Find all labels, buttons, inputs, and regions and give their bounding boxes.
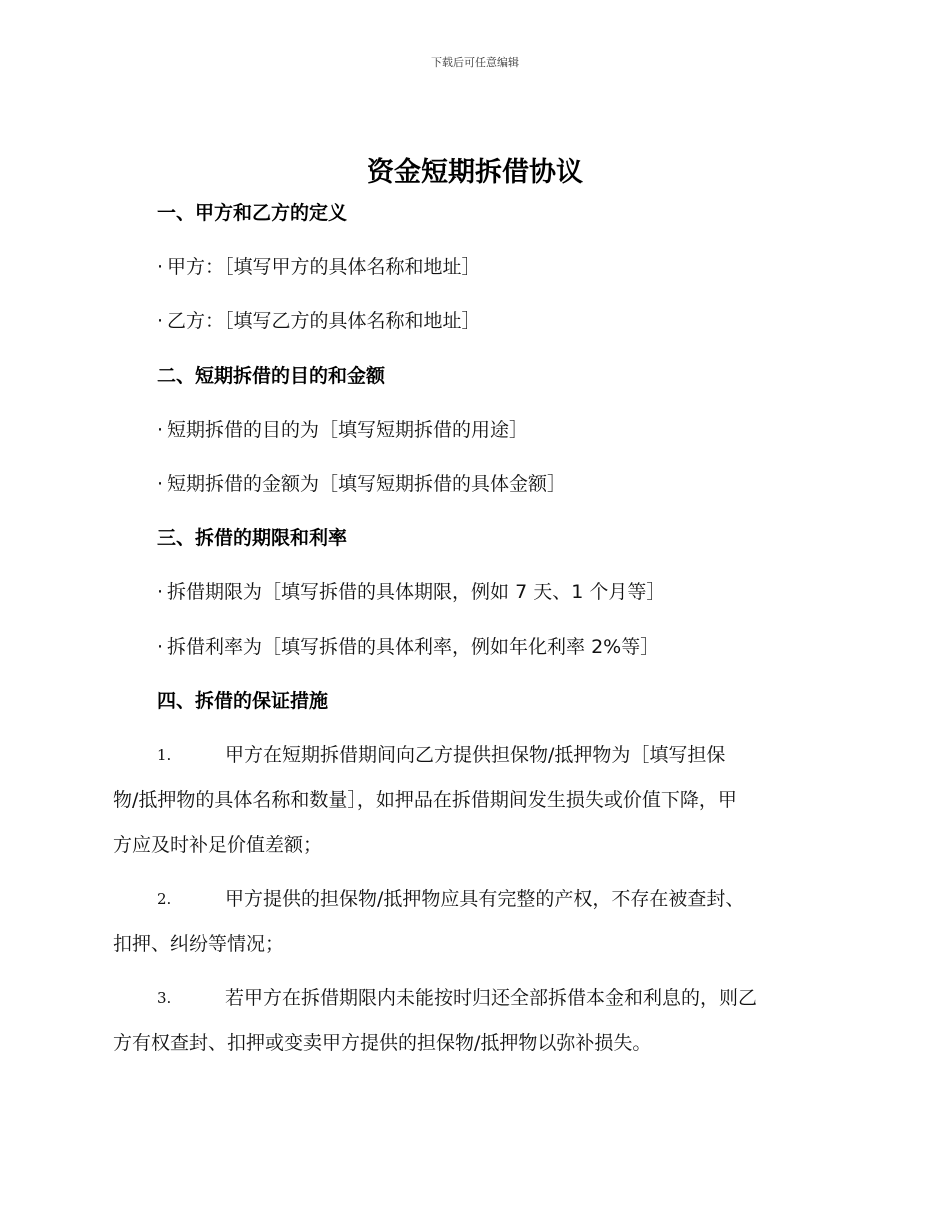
list-item-text: 短期拆借的目的为［填写短期拆借的用途］: [167, 419, 529, 441]
section-heading-2: 二、短期拆借的目的和金额: [157, 365, 386, 387]
paragraph-line: 甲方在短期拆借期间向乙方提供担保物/抵押物为［填写担保: [225, 744, 726, 766]
bullet-icon: ·: [157, 310, 164, 332]
item-number-2: 2.: [157, 890, 172, 908]
paragraph-line: 方有权查封、扣押或变卖甲方提供的担保物/抵押物以弥补损失。: [113, 1032, 652, 1054]
section-heading-1: 一、甲方和乙方的定义: [157, 202, 348, 224]
list-item: [157, 634, 659, 660]
paragraph-line: 扣押、纠纷等情况；: [113, 933, 285, 955]
item-number-3: 3.: [157, 989, 172, 1007]
item-number-1: 1.: [157, 746, 172, 764]
list-item: [157, 254, 481, 280]
list-item-text: 拆借期限为［填写拆借的具体期限，例如 7 天、1 个月等］: [167, 581, 666, 603]
paragraph-line: 方应及时补足价值差额；: [113, 834, 323, 856]
list-item: [157, 471, 566, 497]
paragraph-line: 若甲方在拆借期限内未能按时归还全部拆借本金和利息的，则乙: [225, 987, 758, 1009]
paragraph-line: 物/抵押物的具体名称和数量］，如押品在拆借期间发生损失或价值下降，甲: [113, 789, 737, 811]
list-item: [157, 417, 528, 443]
section-heading-4: 四、拆借的保证措施: [157, 690, 329, 712]
section-heading-3: 三、拆借的期限和利率: [157, 527, 348, 549]
list-item-text: 拆借利率为［填写拆借的具体利率，例如年化利率 2%等］: [167, 636, 660, 658]
list-item: [157, 308, 481, 334]
list-item-text: 短期拆借的金额为［填写短期拆借的具体金额］: [167, 473, 567, 495]
bullet-icon: ·: [157, 419, 164, 441]
list-item: [157, 579, 665, 605]
bullet-icon: ·: [157, 581, 164, 603]
document-title: 资金短期拆借协议: [367, 157, 583, 188]
bullet-icon: ·: [157, 473, 164, 495]
list-item-text: 甲方：［填写甲方的具体名称和地址］: [167, 256, 481, 278]
bullet-icon: ·: [157, 256, 164, 278]
list-item-text: 乙方：［填写乙方的具体名称和地址］: [167, 310, 481, 332]
bullet-icon: ·: [157, 636, 164, 658]
header-note: 下载后可任意编辑: [431, 56, 519, 69]
paragraph-line: 甲方提供的担保物/抵押物应具有完整的产权，不存在被查封、: [225, 888, 745, 910]
